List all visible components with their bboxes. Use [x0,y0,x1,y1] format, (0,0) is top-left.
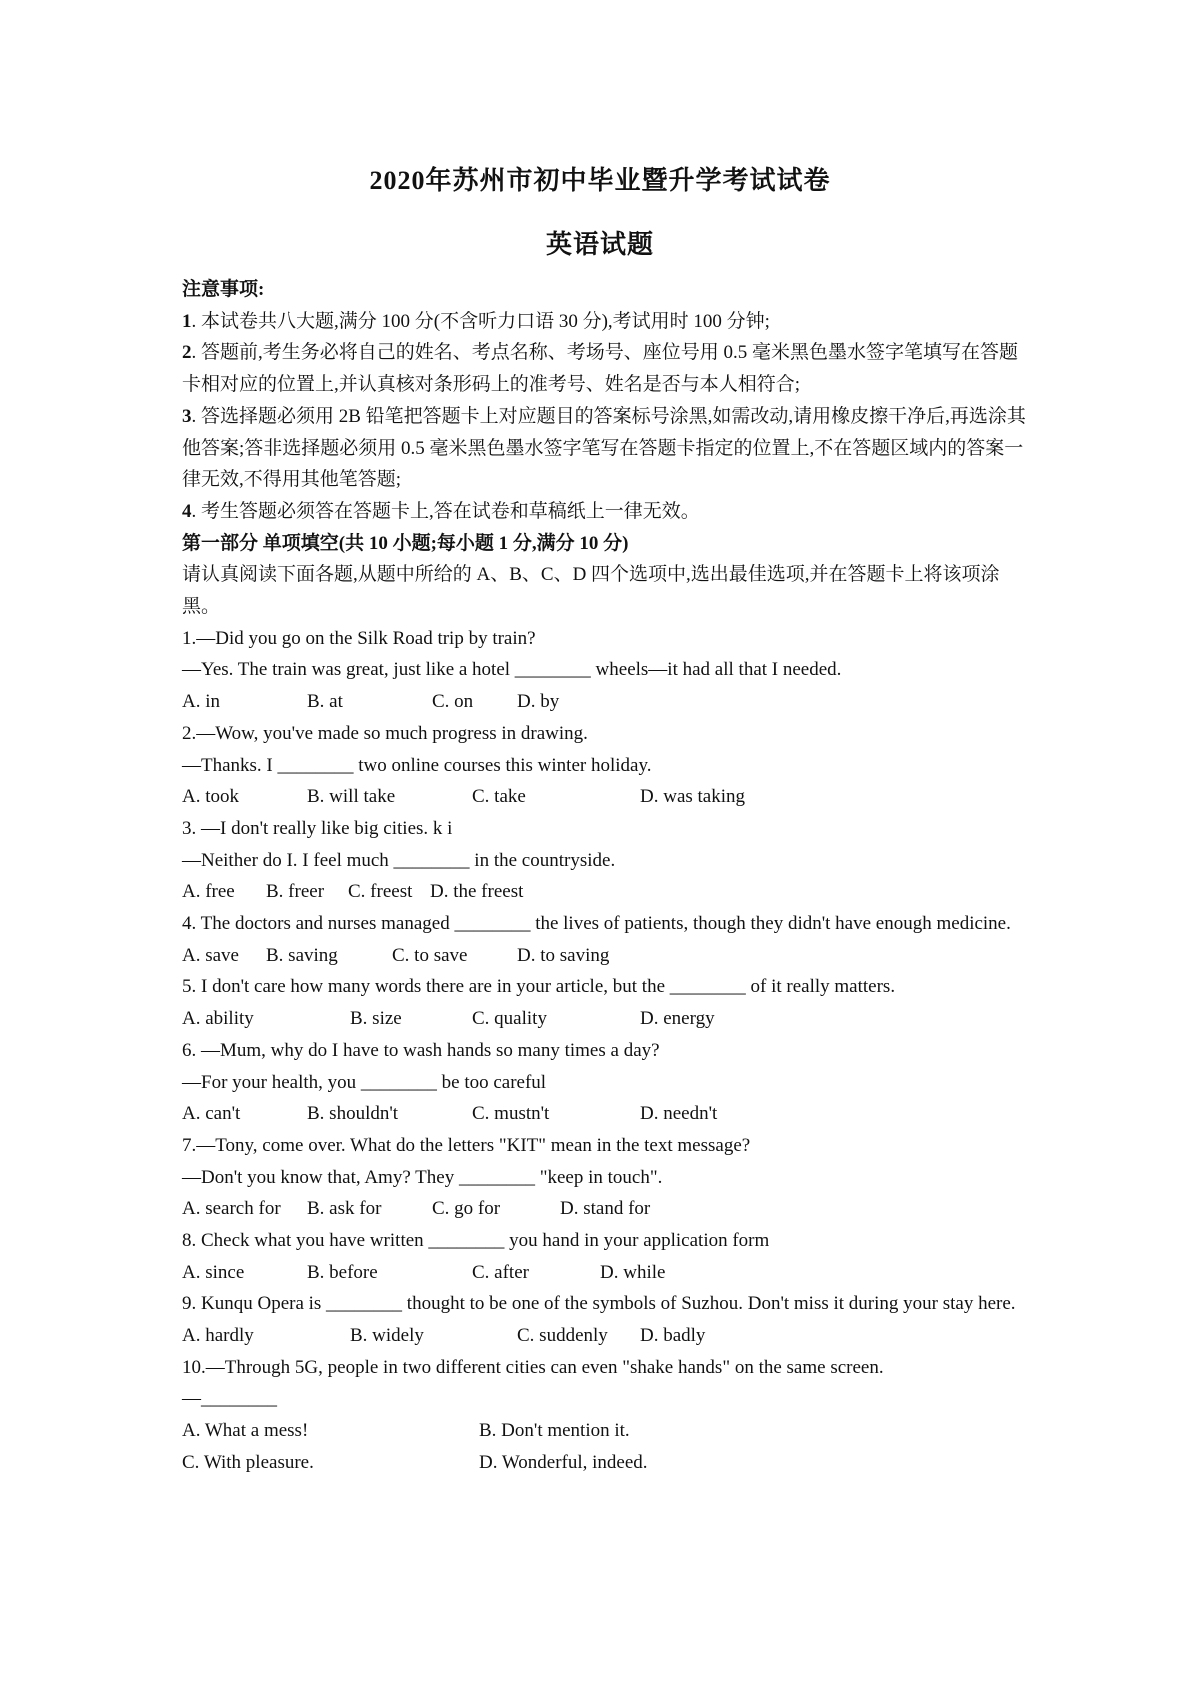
question-text: —For your health, you ________ be too careful [182,1071,547,1093]
question-text: —Neither do I. I feel much ________ in the countryside. [182,849,616,871]
notice-item-number: 1 [182,310,192,332]
question-text: 10.—Through 5G, people in two different cities can even "shake hands" on the same screen. [182,1356,884,1378]
answer-options [182,940,1032,972]
section-instruction: 请认真阅读下面各题,从题中所给的 A、B、C、D 四个选项中,选出最佳选项,并在答题卡上将该项涂黑。 [182,564,1000,618]
question-item [182,908,1032,971]
question-item [182,1225,1032,1288]
question-item [182,623,1032,718]
answer-option[interactable]: C. With pleasure. [182,1451,314,1473]
notice-heading: 注意事项: [182,279,265,300]
question-item [182,1352,1032,1479]
question-text: —________ [182,1388,277,1410]
answer-option[interactable]: B. Don't mention it. [479,1420,630,1442]
answer-option[interactable]: D. badly [640,1325,706,1347]
answer-option[interactable]: B. freer [266,881,325,903]
answer-option[interactable]: A. What a mess! [182,1420,309,1442]
answer-option[interactable]: D. energy [640,1008,715,1030]
question-list [182,623,1032,1479]
answer-options [182,686,1032,718]
answer-option[interactable]: B. widely [350,1325,424,1347]
question-text: —Don't you know that, Amy? They ________ "keep in touch". [182,1166,663,1188]
answer-options [182,1447,1032,1479]
answer-option[interactable]: A. hardly [182,1325,254,1347]
question-item [182,971,1032,1034]
notice-item-text: . 答选择题必须用 2B 铅笔把答题卡上对应题目的答案标号涂黑,如需改动,请用橡皮擦干净后,再选涂其他答案;答非选择题必须用 0.5 毫米黑色墨水签字笔写在答题卡指定的位置上,不在答题区域内的答案一律无效,不得用其他笔答题; [182,405,1026,491]
answer-option[interactable]: B. shouldn't [307,1103,399,1125]
answer-option[interactable]: C. go for [432,1198,501,1220]
notice-item-number: 2 [182,342,192,364]
answer-option[interactable]: A. free [182,881,235,903]
exam-content [182,274,1032,1479]
question-text: 8. Check what you have written ________ you hand in your application form [182,1229,770,1251]
notice-item [182,337,1032,400]
question-item [182,1130,1032,1225]
answer-option[interactable]: D. needn't [640,1103,718,1125]
answer-options [182,1257,1032,1289]
answer-option[interactable]: A. took [182,786,239,808]
answer-option[interactable]: D. was taking [640,786,746,808]
question-text: —Yes. The train was great, just like a hotel ________ wheels—it had all that I needed. [182,659,842,681]
answer-option[interactable]: B. before [307,1261,378,1283]
question-text: 6. —Mum, why do I have to wash hands so many times a day? [182,1039,660,1061]
answer-option[interactable]: C. freest [348,881,413,903]
notice-item-text: . 本试卷共八大题,满分 100 分(不含听力口语 30 分),考试用时 100 分钟; [191,310,770,332]
question-text: 5. I don't care how many words there are in your article, but the ________ of it really matters. [182,976,896,998]
question-text: 1.—Did you go on the Silk Road trip by train? [182,627,536,649]
answer-option[interactable]: D. by [517,691,560,713]
answer-option[interactable]: D. the freest [430,881,524,903]
question-text: 2.—Wow, you've made so much progress in drawing. [182,722,588,744]
notice-item-text: . 答题前,考生务必将自己的姓名、考点名称、考场号、座位号用 0.5 毫米黑色墨水签字笔填写在答题卡相对应的位置上,并认真核对条形码上的准考号、姓名是否与本人相符合; [182,342,1019,396]
answer-option[interactable]: D. while [600,1261,666,1283]
notice-item [182,306,1032,338]
answer-option[interactable]: C. after [472,1261,529,1283]
answer-option[interactable]: A. can't [182,1103,241,1125]
answer-option[interactable]: A. search for [182,1198,281,1220]
answer-options [182,1193,1032,1225]
answer-option[interactable]: C. take [472,786,526,808]
answer-option[interactable]: D. stand for [560,1198,651,1220]
answer-option[interactable]: C. mustn't [472,1103,550,1125]
exam-title: 2020年苏州市初中毕业暨升学考试试卷 [369,166,831,195]
question-text: —Thanks. I ________ two online courses this winter holiday. [182,754,652,776]
question-item [182,1035,1032,1130]
answer-option[interactable]: D. Wonderful, indeed. [479,1451,648,1473]
section-heading: 第一部分 单项填空(共 10 小题;每小题 1 分,满分 10 分) [182,532,629,554]
answer-option[interactable]: B. at [307,691,343,713]
notice-item-number: 4 [182,500,192,522]
answer-option[interactable]: A. save [182,944,239,966]
answer-option[interactable]: C. suddenly [517,1325,608,1347]
answer-option[interactable]: D. to saving [517,944,610,966]
question-text: 4. The doctors and nurses managed ________ the lives of patients, though they didn't have enough medicine. [182,913,1011,935]
answer-option[interactable]: A. ability [182,1008,254,1030]
notice-item-number: 3 [182,405,192,427]
answer-option[interactable]: C. on [432,691,474,713]
question-text: 3. —I don't really like big cities. k i [182,817,453,839]
answer-option[interactable]: C. to save [392,944,468,966]
question-item [182,1288,1032,1351]
answer-options [182,1098,1032,1130]
answer-option[interactable]: B. size [350,1008,402,1030]
notice-item [182,401,1032,496]
question-text: 7.—Tony, come over. What do the letters "KIT" mean in the text message? [182,1134,751,1156]
question-item [182,718,1032,813]
answer-option[interactable]: A. since [182,1261,245,1283]
subject-title: 英语试题 [545,230,654,259]
answer-option[interactable]: B. ask for [307,1198,382,1220]
answer-options [182,1320,1032,1352]
question-text: 9. Kunqu Opera is ________ thought to be one of the symbols of Suzhou. Don't miss it during your stay here. [182,1293,1016,1315]
answer-option[interactable]: A. in [182,691,220,713]
question-item [182,813,1032,908]
notice-item [182,496,1032,528]
answer-option[interactable]: B. will take [307,786,396,808]
answer-options [182,876,1032,908]
answer-option[interactable]: C. quality [472,1008,547,1030]
answer-options [182,1415,1032,1447]
notice-item-text: . 考生答题必须答在答题卡上,答在试卷和草稿纸上一律无效。 [191,500,700,522]
answer-option[interactable]: B. saving [266,944,338,966]
answer-options [182,781,1032,813]
answer-options [182,1003,1032,1035]
